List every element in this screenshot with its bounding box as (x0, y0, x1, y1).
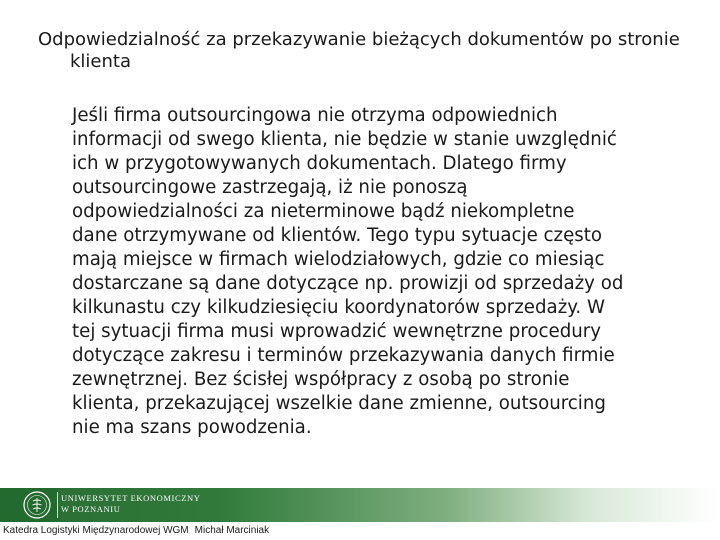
department-name: Katedra Logistyki Międzynarodowej WGM (3, 525, 189, 536)
footer-divider (57, 492, 58, 518)
university-name: UNIWERSYTET EKONOMICZNY W POZNANIU (61, 493, 201, 514)
author-name: Michał Marciniak (194, 525, 270, 536)
slide-title: Odpowiedzialność za przekazywanie bieżących dokumentów po stronie klienta (38, 29, 680, 72)
footer-caption (3, 524, 269, 537)
slide-body-text: Jeśli firma outsourcingowa nie otrzyma odpowiednich informacji od swego klienta, nie będzie w stanie uwzględnić ich w przygotowywanych dokumentach. Dlatego firmy outsourcingowe zastrzegają, iż nie ponoszą odpowiedzialności za nieterminowe bądź niekompletne dane otrzymywane od klientów. Tego typu sytuacje często mają miejsce w firmach wielodziałowych, gdzie co miesiąc dostarczane są dane dotyczące np. prowizji od sprzedaży od kilkunastu czy kilkudziesięciu koordynatorów sprzedaży. W tej sytuacji firma musi wprowadzić wewnętrzne procedury dotyczące zakresu i terminów przekazywania danych firmie zewnętrznej. Bez ścisłej współpracy z osobą po stronie klienta, przekazującej wszelkie dane zmienne, outsourcing nie ma szans powodzenia. (72, 105, 624, 438)
university-seal-icon (22, 490, 52, 520)
